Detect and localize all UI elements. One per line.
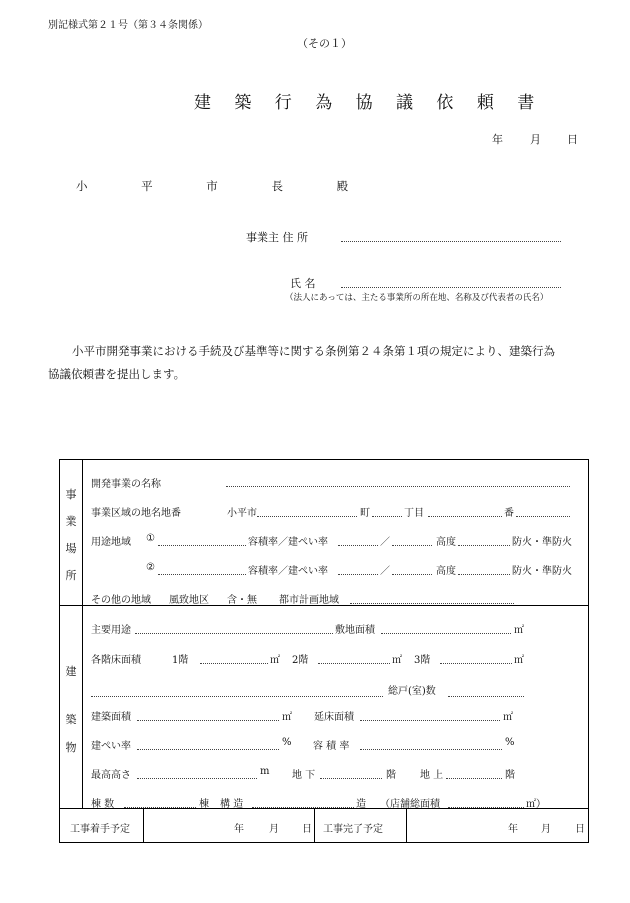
zone1-height-label: 高度 [436, 537, 456, 548]
zone2-far-bcr-label: 容積率／建ぺい率 [248, 566, 328, 577]
construction-start-label: 工事着手予定 [70, 824, 130, 835]
zone2-fire-label: 防火・準防火 [512, 566, 572, 577]
urban-plan-field[interactable] [350, 592, 514, 604]
basement-field[interactable] [320, 767, 382, 779]
site-town-field[interactable] [257, 505, 357, 517]
urban-plan-label: 都市計画地域 [279, 595, 339, 606]
start-day[interactable]: 日 [302, 824, 312, 835]
site-gou-field[interactable] [516, 505, 570, 517]
zone2-height-label: 高度 [436, 566, 456, 577]
applicant-address-field[interactable] [341, 230, 561, 242]
site-ban-field[interactable] [428, 505, 502, 517]
project-name-label: 開発事業の名称 [91, 479, 161, 490]
zone1-marker: ① [146, 533, 155, 544]
zone1-fire-label: 防火・準防火 [512, 537, 572, 548]
coverage-unit: % [282, 737, 292, 748]
building-count-label: 棟 数 [91, 799, 115, 810]
store-area-label: （店舗総面積 [380, 799, 440, 810]
store-area-field[interactable] [448, 796, 524, 808]
zone1-field[interactable] [158, 534, 246, 546]
site-address-label: 事業区域の地名地番 [91, 508, 181, 519]
floor3-unit: ㎡ [514, 655, 524, 666]
structure-label: 構 造 [220, 799, 244, 810]
use-zone-label: 用途地域 [91, 537, 131, 548]
section-label-bldg-2: 築 [65, 713, 77, 726]
end-year[interactable]: 年 [508, 824, 518, 835]
coverage-label: 建ぺい率 [91, 741, 131, 752]
households-label: 総戸(室)数 [388, 686, 436, 697]
basement-unit: 階 [386, 770, 396, 781]
max-height-label: 最高高さ [91, 770, 131, 781]
floor2-label: 2階 [292, 655, 309, 666]
start-month[interactable]: 月 [269, 824, 279, 835]
far-unit: % [505, 737, 515, 748]
scenic-label: 風致地区 [169, 595, 209, 606]
body-text-line1: 小平市開発事業における手続及び基準等に関する条例第２４条第１項の規定により、建築行為 [72, 344, 555, 358]
site-ban-label: 番 [504, 508, 514, 519]
sheet-number: （その１） [297, 37, 352, 50]
applicant-name-label: 氏 名 [290, 277, 316, 290]
site-city: 小平市 [227, 508, 257, 519]
site-area-unit: ㎡ [514, 625, 524, 636]
far-label: 容 積 率 [313, 741, 350, 752]
main-use-field[interactable] [135, 622, 333, 634]
building-count-unit: 棟 [199, 799, 209, 810]
section-label-site-2: 業 [65, 515, 77, 528]
section-label-site-4: 所 [65, 569, 77, 582]
date-year-label: 年 [492, 133, 503, 146]
floor1-label: 1階 [172, 655, 189, 666]
max-height-field[interactable] [137, 767, 257, 779]
floor3-label: 3階 [414, 655, 431, 666]
building-area-unit: ㎡ [282, 712, 292, 723]
date-month-label: 月 [530, 133, 541, 146]
applicant-address-label: 事業主 住 所 [246, 231, 308, 244]
section-label-bldg-1: 建 [65, 665, 77, 678]
site-area-field[interactable] [381, 622, 511, 634]
zone2-marker: ② [146, 562, 155, 573]
applicant-name-field[interactable] [341, 276, 561, 288]
max-height-unit: m [260, 766, 270, 777]
structure-unit: 造 [356, 799, 366, 810]
floor-area-each-label: 各階床面積 [91, 655, 141, 666]
site-town-label: 町 [360, 508, 370, 519]
store-area-unit: ㎡） [526, 799, 546, 810]
zone2-far-field[interactable] [338, 563, 378, 575]
structure-field[interactable] [252, 796, 354, 808]
project-name-field[interactable] [226, 475, 570, 487]
applicant-name-note: （法人にあっては、主たる事業所の所在地、名称及び代表者の氏名） [285, 293, 549, 303]
building-area-label: 建築面積 [91, 712, 131, 723]
basement-label: 地 下 [292, 770, 316, 781]
start-year[interactable]: 年 [234, 824, 244, 835]
above-ground-label: 地 上 [420, 770, 444, 781]
zone2-height-field[interactable] [458, 563, 510, 575]
floor1-field[interactable] [200, 652, 268, 664]
households-field[interactable] [448, 685, 524, 697]
page-title: 建 築 行 為 協 議 依 頼 書 [194, 93, 544, 113]
zone1-slash: ／ [380, 537, 390, 548]
coverage-field[interactable] [137, 738, 279, 750]
site-area-label: 敷地面積 [335, 625, 375, 636]
main-use-label: 主要用途 [91, 625, 131, 636]
floor1-unit: ㎡ [270, 655, 280, 666]
addressee: 小 平 市 長 殿 [76, 179, 374, 193]
body-text-line2: 協議依頼書を提出します。 [48, 367, 186, 381]
date-day-label: 日 [567, 133, 578, 146]
zone2-bcr-field[interactable] [392, 563, 432, 575]
building-count-field[interactable] [124, 796, 196, 808]
floor2-unit: ㎡ [392, 655, 402, 666]
floor-area-extra-field[interactable] [91, 685, 383, 697]
zone1-height-field[interactable] [458, 534, 510, 546]
building-area-field[interactable] [137, 709, 279, 721]
end-month[interactable]: 月 [541, 824, 551, 835]
above-ground-field[interactable] [446, 767, 502, 779]
above-ground-unit: 階 [505, 770, 515, 781]
other-zone-label: その他の地域 [91, 595, 151, 606]
scenic-options[interactable]: 含・無 [227, 595, 257, 606]
floor2-field[interactable] [318, 652, 390, 664]
zone1-far-field[interactable] [338, 534, 378, 546]
zone2-slash: ／ [380, 566, 390, 577]
zone1-far-bcr-label: 容積率／建ぺい率 [248, 537, 328, 548]
far-field[interactable] [360, 738, 502, 750]
form-reference: 別記様式第２１号（第３４条関係） [48, 20, 208, 31]
section-label-site-3: 場 [65, 542, 77, 555]
construction-end-label: 工事完了予定 [323, 824, 383, 835]
floor3-field[interactable] [440, 652, 512, 664]
total-floor-label: 延床面積 [314, 712, 354, 723]
section-label-site-1: 事 [65, 488, 77, 501]
total-floor-field[interactable] [360, 709, 500, 721]
site-chome-field[interactable] [372, 505, 402, 517]
section-label-bldg-3: 物 [65, 741, 77, 754]
zone2-field[interactable] [158, 563, 246, 575]
zone1-bcr-field[interactable] [392, 534, 432, 546]
site-chome-label: 丁目 [404, 508, 424, 519]
end-day[interactable]: 日 [575, 824, 585, 835]
total-floor-unit: ㎡ [503, 712, 513, 723]
